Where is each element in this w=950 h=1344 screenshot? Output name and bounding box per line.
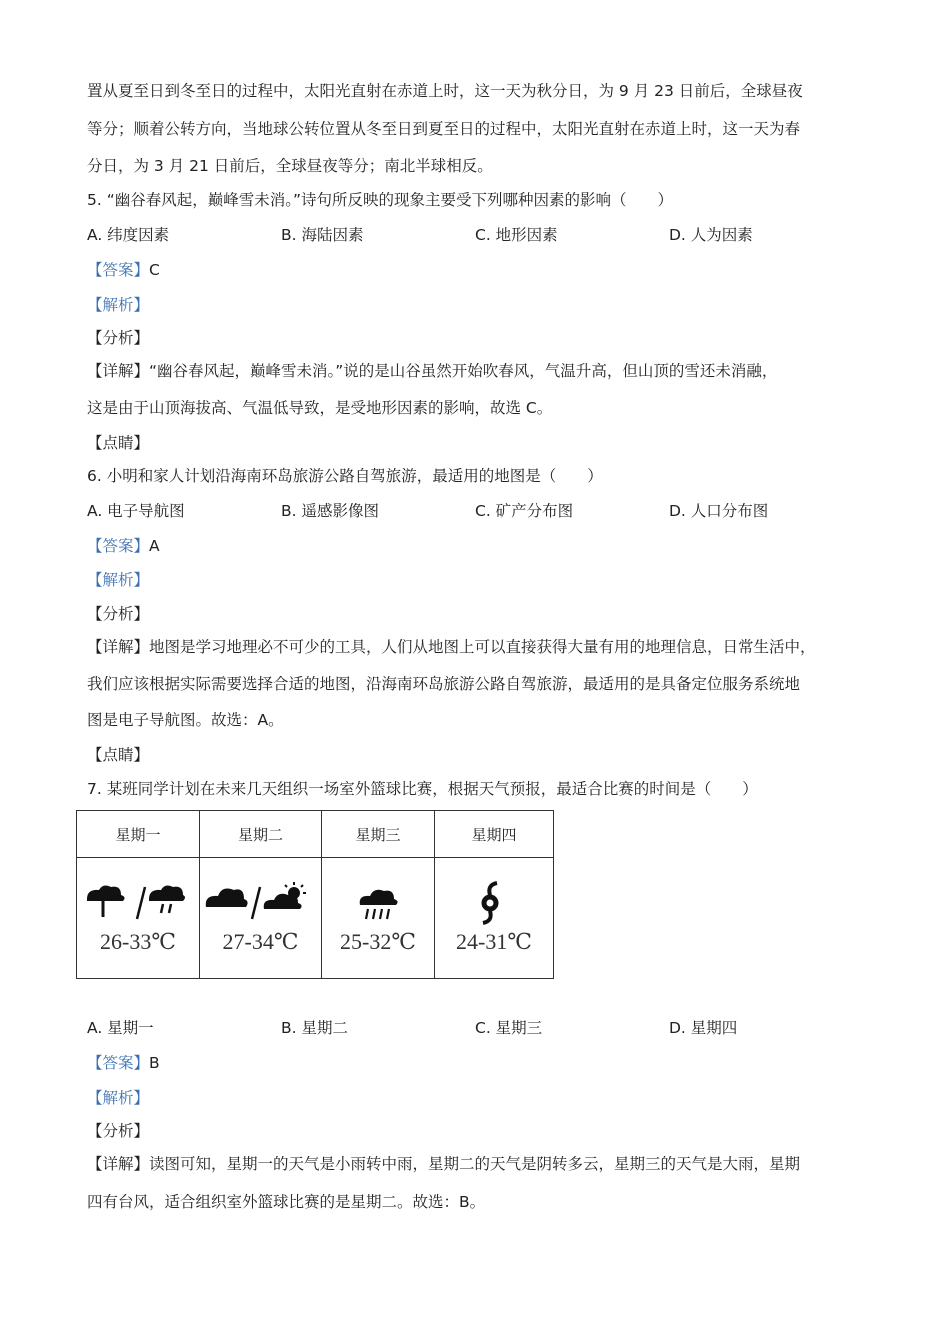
q5-dianjing: 【点睛】	[87, 434, 150, 452]
q5-detail-line-2: 这是由于山顶海拔高、气温低导致，是受地形因素的影响，故选 C。	[87, 399, 553, 417]
q6-detail-line-2: 我们应该根据实际需要选择合适的地图，沿海南环岛旅游公路自驾旅游，最适用的是具备定位服务系统地	[87, 675, 801, 693]
intro-line-2: 等分；顺着公转方向，当地球公转位置从冬至日到夏至日的过程中，太阳光直射在赤道上时，这一天为春	[87, 120, 801, 138]
weather-cell-tuesday	[200, 858, 322, 979]
heavy-rain-icon	[322, 881, 432, 925]
weather-cell-monday	[77, 858, 200, 979]
q5-answer-value: C	[149, 261, 160, 279]
weather-temp-tuesday: 27-34℃	[222, 929, 299, 954]
q6-option-d: D. 人口分布图	[669, 502, 769, 520]
q5-option-d: D. 人为因素	[669, 226, 753, 244]
q6-option-b: B. 遥感影像图	[281, 502, 379, 520]
weather-header-tuesday: 星期二	[200, 811, 322, 858]
weather-header-monday: 星期一	[77, 811, 200, 858]
overcast-to-partly-cloudy-icon	[200, 881, 310, 925]
intro-line-3: 分日，为 3 月 21 日前后，全球昼夜等分；南北半球相反。	[87, 157, 493, 175]
q7-detail-line-2: 四有台风，适合组织室外篮球比赛的是星期二。故选：B。	[87, 1193, 486, 1211]
q6-analysis-label: 【解析】	[87, 571, 150, 589]
q5-detail-line-1: 【详解】“幽谷春风起，巅峰雪未消。”说的是山谷虽然开始吹春风，气温升高，但山顶的雪还未消融，	[87, 362, 778, 380]
q7-question: 7. 某班同学计划在未来几天组织一场室外篮球比赛，根据天气预报，最适合比赛的时间是（ ）	[87, 780, 758, 798]
q6-answer-value: A	[149, 537, 160, 555]
q7-detail-line-1: 【详解】读图可知，星期一的天气是小雨转中雨，星期二的天气是阴转多云，星期三的天气是大雨，星期	[87, 1155, 801, 1173]
q5-answer	[87, 260, 160, 280]
q6-fenxi: 【分析】	[87, 605, 150, 623]
q5-answer-label: 【答案】	[87, 261, 150, 279]
q7-analysis-label: 【解析】	[87, 1089, 150, 1107]
q7-answer-label: 【答案】	[87, 1054, 150, 1072]
q6-detail-line-3: 图是电子导航图。故选：A。	[87, 711, 284, 729]
weather-temp-monday: 26-33℃	[100, 929, 176, 954]
typhoon-icon	[435, 881, 545, 925]
weather-temp-thursday: 24-31℃	[456, 929, 532, 954]
weather-temp-wednesday: 25-32℃	[340, 929, 416, 954]
intro-line-1: 置从夏至日到冬至日的过程中，太阳光直射在赤道上时，这一天为秋分日，为 9 月 23 日前后，全球昼夜	[87, 82, 803, 100]
q6-question: 6. 小明和家人计划沿海南环岛旅游公路自驾旅游，最适用的地图是（ ）	[87, 467, 603, 485]
q7-option-b: B. 星期二	[281, 1019, 348, 1037]
q6-answer	[87, 536, 160, 556]
q7-answer	[87, 1053, 160, 1073]
q6-option-c: C. 矿产分布图	[475, 502, 574, 520]
q6-option-a: A. 电子导航图	[87, 502, 185, 520]
q6-answer-label: 【答案】	[87, 537, 150, 555]
q5-fenxi: 【分析】	[87, 329, 150, 347]
q7-fenxi: 【分析】	[87, 1122, 150, 1140]
q6-dianjing: 【点睛】	[87, 746, 150, 764]
q5-option-a: A. 纬度因素	[87, 226, 170, 244]
weather-forecast-table	[76, 810, 554, 979]
q7-option-a: A. 星期一	[87, 1019, 154, 1037]
q7-answer-value: B	[149, 1054, 160, 1072]
q5-option-b: B. 海陆因素	[281, 226, 364, 244]
q7-option-c: C. 星期三	[475, 1019, 543, 1037]
weather-table-body-row	[77, 858, 554, 979]
q7-option-d: D. 星期四	[669, 1019, 738, 1037]
light-rain-to-moderate-rain-icon	[77, 881, 187, 925]
q5-analysis-label: 【解析】	[87, 296, 150, 314]
weather-header-thursday: 星期四	[435, 811, 554, 858]
q5-question: 5. “幽谷春风起，巅峰雪未消。”诗句所反映的现象主要受下列哪种因素的影响（ ）	[87, 191, 674, 209]
weather-cell-wednesday	[322, 858, 435, 979]
weather-cell-thursday	[435, 858, 554, 979]
q5-option-c: C. 地形因素	[475, 226, 558, 244]
q6-detail-line-1: 【详解】地图是学习地理必不可少的工具，人们从地图上可以直接获得大量有用的地理信息，日常生活中，	[87, 638, 816, 656]
weather-table-header-row	[77, 811, 554, 858]
weather-header-wednesday: 星期三	[322, 811, 435, 858]
